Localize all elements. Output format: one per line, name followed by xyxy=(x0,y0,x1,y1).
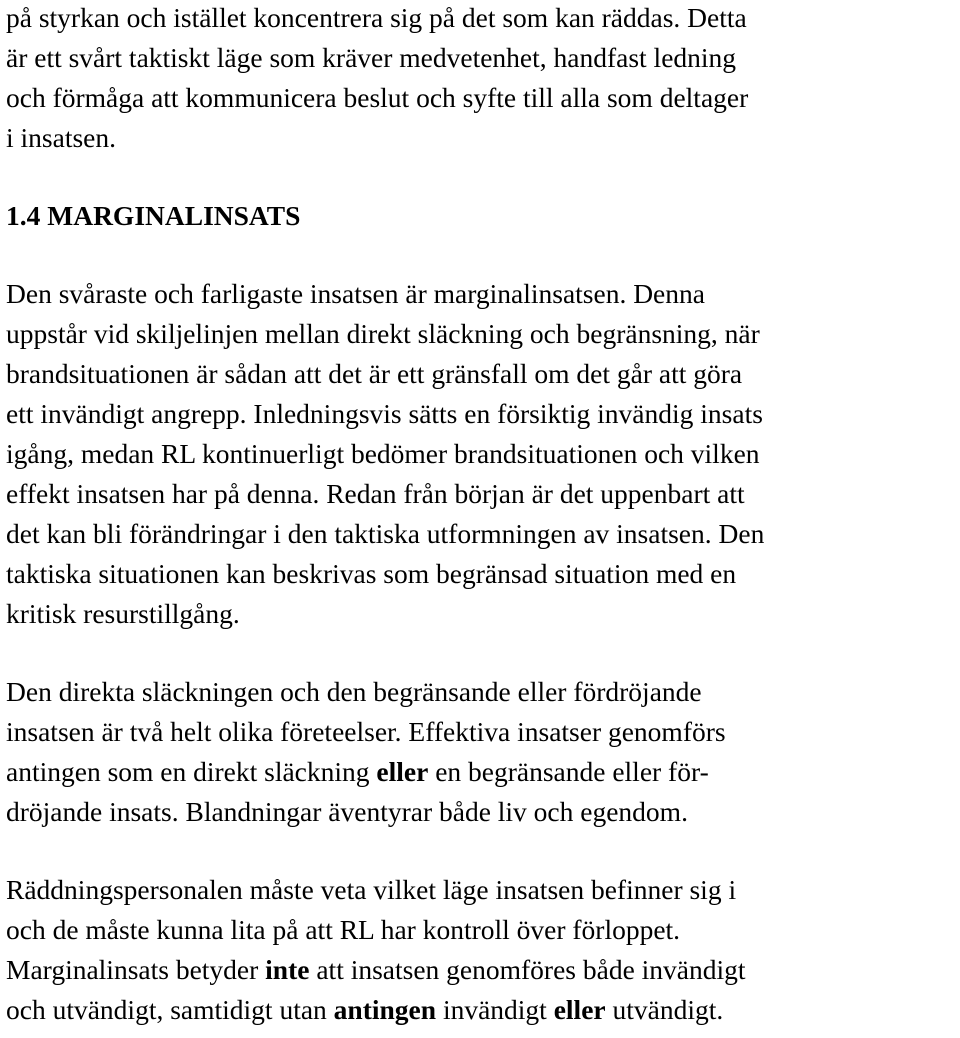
paragraph-line: och förmåga att kommunicera beslut och syfte till alla som deltager xyxy=(6,82,749,113)
paragraph-line: dröjande insats. Blandningar äventyrar både liv och egendom. xyxy=(6,796,688,827)
paragraph-line: det kan bli förändringar i den taktiska utformningen av insatsen. Den xyxy=(6,518,765,549)
bold-text: eller xyxy=(376,756,429,787)
text-run: en begränsande eller för- xyxy=(428,756,709,787)
paragraph-line xyxy=(6,752,709,792)
text-run: utvändigt. xyxy=(605,994,724,1025)
paragraph-line xyxy=(6,990,723,1030)
text-run: Marginalinsats betyder xyxy=(6,954,266,985)
paragraph-line xyxy=(6,950,746,990)
paragraph-line: kritisk resurstillgång. xyxy=(6,598,240,629)
paragraph-line: insatsen är två helt olika företeelser. Effektiva insatser genomförs xyxy=(6,716,726,747)
text-run: och utvändigt, samtidigt utan xyxy=(6,994,334,1025)
text-run: invändigt xyxy=(436,994,554,1025)
text-run: antingen som en direkt släckning xyxy=(6,756,377,787)
paragraph-line: ett invändigt angrepp. Inledningsvis sätts en försiktig invändig insats xyxy=(6,398,763,429)
bold-text: antingen xyxy=(333,994,437,1025)
paragraph-line: igång, medan RL kontinuerligt bedömer brandsituationen och vilken xyxy=(6,438,760,469)
paragraph-line: uppstår vid skiljelinjen mellan direkt släckning och begränsning, när xyxy=(6,318,760,349)
paragraph-line: Räddningspersonalen måste veta vilket läge insatsen befinner sig i xyxy=(6,874,737,905)
paragraph-line: Den direkta släckningen och den begränsande eller fördröjande xyxy=(6,676,702,707)
bold-text: inte xyxy=(265,954,310,985)
paragraph-line: i insatsen. xyxy=(6,122,116,153)
section-heading: 1.4 MARGINALINSATS xyxy=(6,200,301,231)
paragraph-line: är ett svårt taktiskt läge som kräver medvetenhet, handfast ledning xyxy=(6,42,737,73)
paragraph-line: och de måste kunna lita på att RL har kontroll över förloppet. xyxy=(6,914,681,945)
paragraph-line: taktiska situationen kan beskrivas som begränsad situation med en xyxy=(6,558,737,589)
text-run: att insatsen genomföres både invändigt xyxy=(309,954,746,985)
bold-text: eller xyxy=(553,994,606,1025)
paragraph-line: effekt insatsen har på denna. Redan från början är det uppenbart att xyxy=(6,478,745,509)
paragraph-line: Den svåraste och farligaste insatsen är marginalinsatsen. Denna xyxy=(6,278,705,309)
paragraph-line: på styrkan och istället koncentrera sig på det som kan räddas. Detta xyxy=(6,2,747,33)
paragraph-line: brandsituationen är sådan att det är ett gränsfall om det går att göra xyxy=(6,358,743,389)
